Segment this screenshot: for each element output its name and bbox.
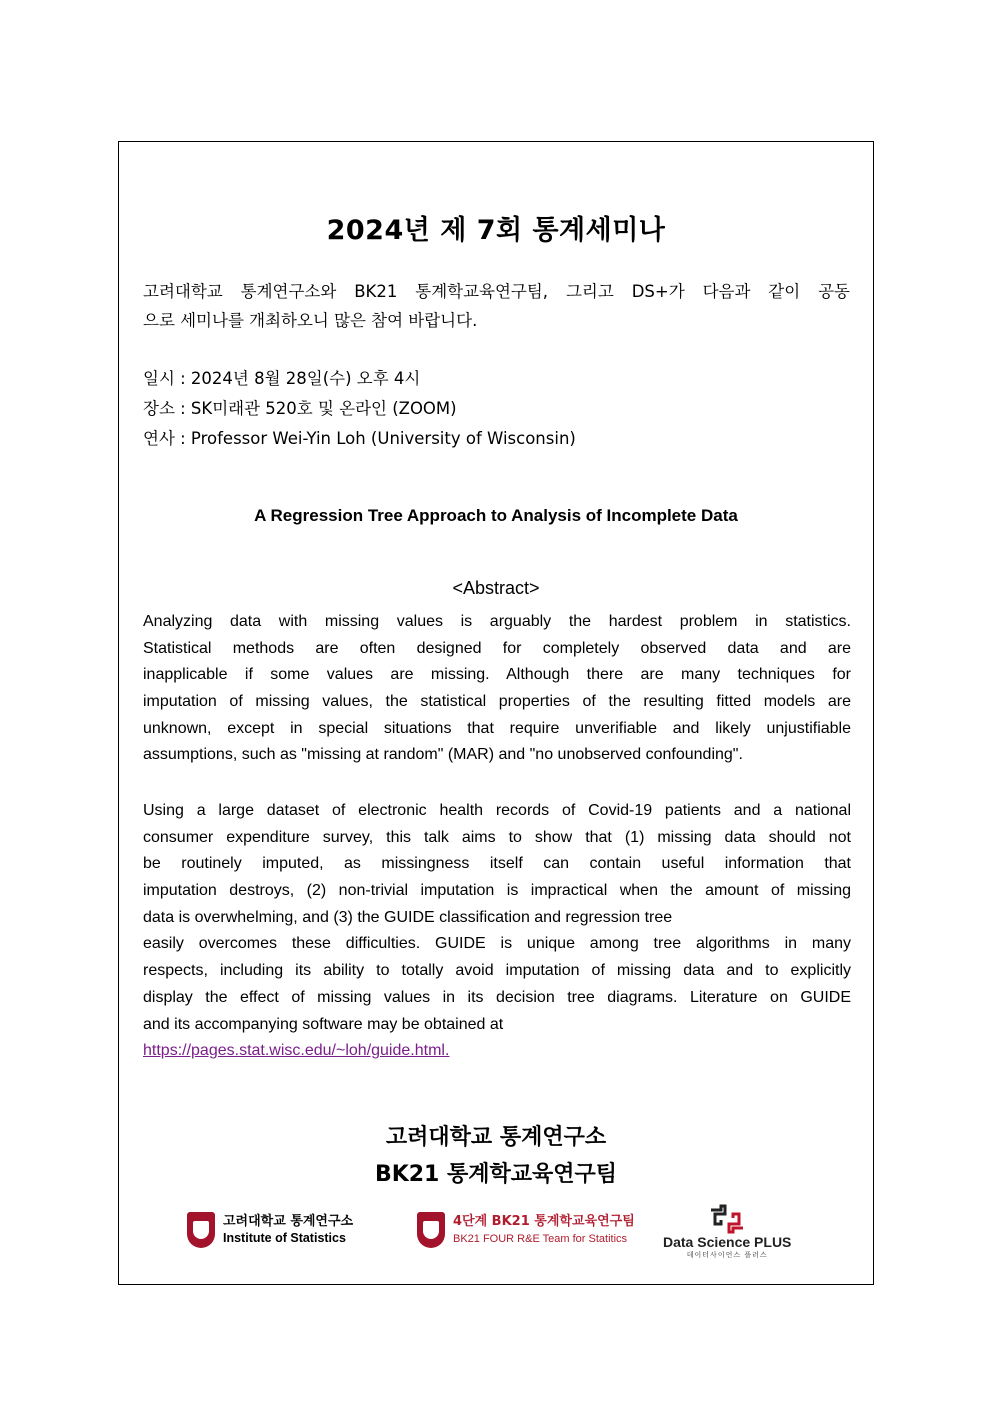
organizer-team: BK21 통계학교육연구팀 [374, 1162, 618, 1187]
logo-bar [119, 1204, 873, 1264]
talk-title: A Regression Tree Approach to Analysis of Incomplete Data [254, 506, 738, 525]
bk21-logo [417, 1212, 635, 1248]
abstract-line: data is overwhelming, and (3) the GUIDE classification and regression tree [143, 908, 673, 926]
logo-text: 4단계 BK21 통계학교육연구팀 [453, 1214, 635, 1229]
intro-line: 고려대학교 통계연구소와 BK21 통계학교육연구팀, 그리고 DS+가 다음과 같이 공동 [143, 282, 850, 301]
korea-univ-logo [187, 1212, 353, 1248]
abstract-line: imputation of missing values, the statistical properties of the resulting fitted models are [143, 693, 851, 711]
abstract-paragraph-1 [143, 609, 851, 769]
abstract-line: unknown, except in special situations that require unverifiable and likely unjustifiable [143, 719, 851, 737]
logo-text: Data Science PLUS [663, 1234, 792, 1250]
logo-text: 데이터사이언스 플러스 [686, 1251, 768, 1259]
abstract-line: imputation destroys, (2) non-trivial imputation is impractical when the amount of missing [143, 882, 851, 900]
abstract-paragraph-2 [143, 798, 851, 1065]
logo-text: 고려대학교 통계연구소 [223, 1214, 354, 1229]
seminar-notice-frame [118, 141, 874, 1285]
page-title: 2024년 제 7회 통계세미나 [326, 215, 666, 246]
logo-text: Institute of Statistics [223, 1231, 346, 1245]
event-place: 장소 : SK미래관 520호 및 온라인 (ZOOM) [143, 399, 457, 418]
abstract-line: be routinely imputed, as missingness itself can contain useful information that [143, 855, 851, 873]
abstract-line: assumptions, such as "missing at random" (MAR) and "no unobserved confounding". [143, 746, 743, 764]
intro-text [143, 277, 850, 335]
abstract-line: display the effect of missing values in its decision tree diagrams. Literature on GUIDE [143, 988, 851, 1006]
abstract-line: Using a large dataset of electronic health records of Covid-19 patients and a national [143, 802, 851, 819]
event-speaker: 연사 : Professor Wei-Yin Loh (University of Wisconsin) [143, 429, 576, 448]
guide-link[interactable]: https://pages.stat.wisc.edu/~loh/guide.html. [143, 1042, 450, 1060]
korea-crest-icon [417, 1212, 445, 1248]
abstract-line: Statistical methods are often designed for completely observed data and are [143, 639, 851, 657]
abstract-line: consumer expenditure survey, this talk aims to show that (1) missing data should not [143, 828, 851, 846]
abstract-line: inapplicable if some values are missing. Although there are many techniques for [143, 666, 851, 684]
abstract-heading: <Abstract> [452, 578, 540, 598]
abstract-line: easily overcomes these difficulties. GUIDE is unique among tree algorithms in many [143, 935, 851, 953]
intro-line: 으로 세미나를 개최하오니 많은 참여 바랍니다. [143, 311, 478, 330]
dsplus-mark-icon [707, 1204, 747, 1234]
logo-text: BK21 FOUR R&E Team for Statitics [453, 1233, 628, 1245]
dsplus-logo [663, 1204, 791, 1260]
abstract-line: Analyzing data with missing values is arguably the hardest problem in statistics. [143, 613, 851, 630]
abstract-line: and its accompanying software may be obtained at [143, 1015, 504, 1033]
organizer-name: 고려대학교 통계연구소 [385, 1125, 607, 1150]
event-info [143, 364, 850, 454]
korea-crest-icon [187, 1212, 215, 1248]
abstract-line: respects, including its ability to totally avoid imputation of missing data and to explicitly [143, 962, 851, 980]
guide-link-line [143, 1038, 851, 1065]
event-date: 일시 : 2024년 8월 28일(수) 오후 4시 [143, 369, 421, 388]
